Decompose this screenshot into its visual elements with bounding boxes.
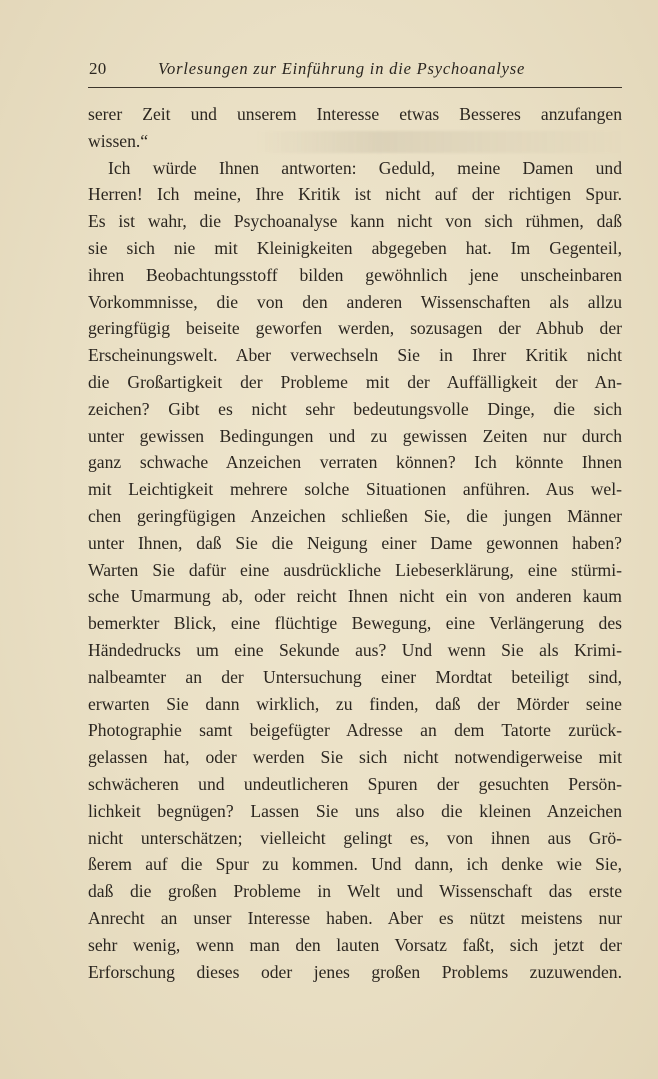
page-number: 20 bbox=[89, 59, 107, 78]
text-line: ßerem auf die Spur zu kommen. Und dann, ich denke wie Sie, bbox=[88, 854, 622, 875]
text-line: nalbeamter an der Untersuchung einer Mordtat beteiligt sind, bbox=[88, 666, 622, 687]
text-line: Händedrucks um eine Sekunde aus? Und wenn Sie als Krimi- bbox=[88, 639, 622, 660]
text-line: Ich würde Ihnen antworten: Geduld, meine Damen und bbox=[108, 157, 622, 178]
running-title: Vorlesungen zur Einführung in die Psychoanalyse bbox=[158, 59, 526, 78]
text-line: wissen.“ bbox=[88, 130, 149, 151]
text-line: sehr wenig, wenn man den lauten Vorsatz faßt, sich jetzt der bbox=[88, 934, 622, 955]
header-rule bbox=[88, 87, 622, 88]
text-line: Photographie samt beigefügter Adresse an dem Tatorte zurück- bbox=[88, 720, 622, 741]
text-line: Herren! Ich meine, Ihre Kritik ist nicht auf der richtigen Spur. bbox=[88, 184, 622, 205]
text-line: schwächeren und undeutlicheren Spuren der gesuchten Persön- bbox=[88, 773, 622, 794]
body-text bbox=[88, 101, 622, 985]
text-line: sche Umarmung ab, oder reicht Ihnen nicht ein von anderen kaum bbox=[88, 586, 622, 607]
text-line: Es ist wahr, die Psychoanalyse kann nicht von sich rühmen, daß bbox=[88, 211, 622, 232]
text-line: erwarten Sie dann wirklich, zu finden, daß der Mörder seine bbox=[88, 693, 622, 714]
text-line: die Großartigkeit der Probleme mit der Auffälligkeit der An- bbox=[88, 371, 622, 392]
text-line: serer Zeit und unserem Interesse etwas Besseres anzufangen bbox=[88, 104, 622, 124]
text-line: Anrecht an unser Interesse haben. Aber es nützt meistens nur bbox=[88, 907, 622, 928]
text-line: chen geringfügigen Anzeichen schließen Sie, die jungen Männer bbox=[88, 505, 622, 526]
text-line: gelassen hat, oder werden Sie sich nicht notwendigerweise mit bbox=[88, 747, 622, 768]
text-line: Erscheinungswelt. Aber verwechseln Sie in Ihrer Kritik nicht bbox=[88, 345, 622, 366]
text-line: mit Leichtigkeit mehrere solche Situationen anführen. Aus wel- bbox=[88, 479, 622, 500]
text-line: daß die großen Probleme in Welt und Wissenschaft das erste bbox=[88, 881, 622, 902]
text-line: zeichen? Gibt es nicht sehr bedeutungsvolle Dinge, die sich bbox=[88, 398, 622, 419]
text-line: Vorkommnisse, die von den anderen Wissenschaften als allzu bbox=[88, 291, 622, 312]
text-line: geringfügig beiseite geworfen werden, sozusagen der Abhub der bbox=[88, 318, 622, 339]
text-line: unter Ihnen, daß Sie die Neigung einer Dame gewonnen haben? bbox=[88, 532, 622, 553]
page-header bbox=[88, 58, 622, 82]
text-line: unter gewissen Bedingungen und zu gewissen Zeiten nur durch bbox=[88, 425, 622, 446]
text-line: lichkeit begnügen? Lassen Sie uns also die kleinen Anzeichen bbox=[88, 800, 622, 821]
text-line: Erforschung dieses oder jenes großen Problems zuzuwenden. bbox=[88, 961, 622, 982]
text-line: bemerkter Blick, eine flüchtige Bewegung, eine Verlängerung des bbox=[88, 613, 622, 634]
text-line: ihren Beobachtungsstoff bilden gewöhnlich jene unscheinbaren bbox=[88, 264, 622, 285]
text-line: ganz schwache Anzeichen verraten können? Ich könnte Ihnen bbox=[88, 452, 622, 473]
text-line: nicht unterschätzen; vielleicht gelingt es, von ihnen aus Grö- bbox=[88, 827, 622, 848]
text-line: Warten Sie dafür eine ausdrückliche Liebeserklärung, eine stürmi- bbox=[88, 559, 622, 580]
text-line: sie sich nie mit Kleinigkeiten abgegeben hat. Im Gegenteil, bbox=[88, 237, 622, 258]
